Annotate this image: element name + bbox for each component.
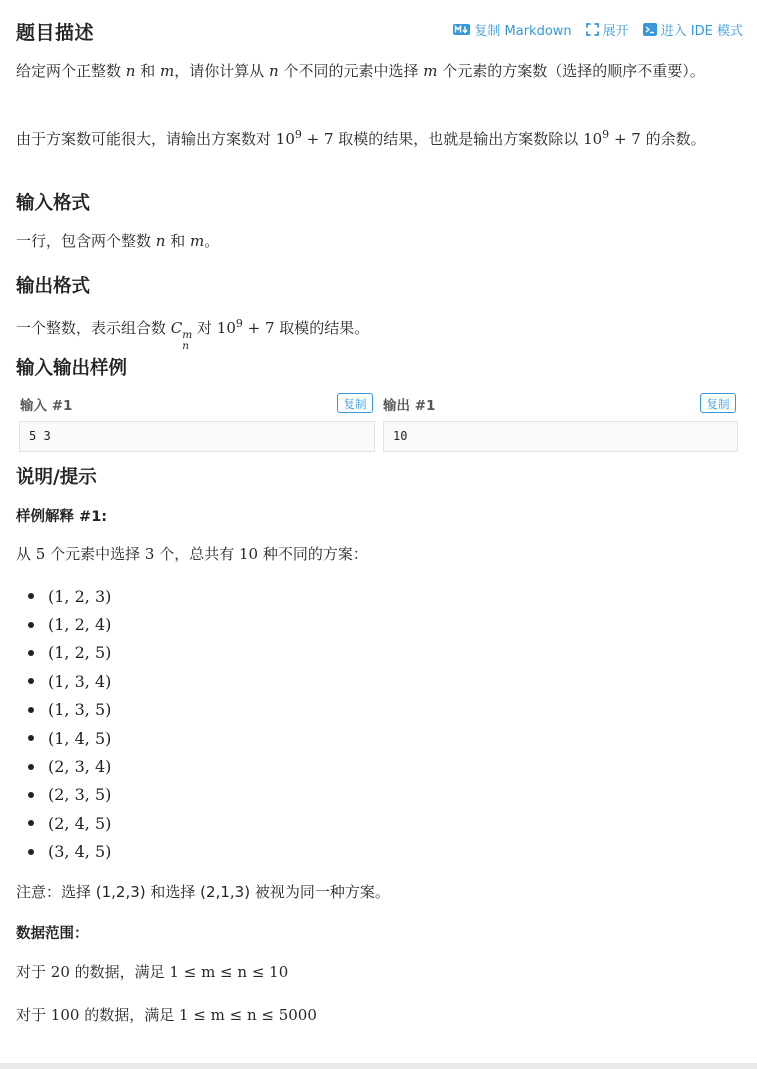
text: 的数据，满足 [79, 1006, 179, 1024]
problem-header [16, 18, 743, 44]
data-range-heading: 数据范围： [16, 926, 89, 942]
solution-tuple: (1, 2, 4) [48, 615, 112, 635]
description-paragraph-1 [16, 58, 736, 84]
math-number: 5 [35, 545, 46, 563]
solution-tuple: (1, 3, 5) [48, 700, 112, 720]
math-exp: 9 [235, 317, 243, 330]
text: ，请你计算从 [174, 62, 270, 80]
markdown-icon [453, 24, 470, 35]
math-tail: + 7 [242, 319, 275, 337]
math-combination [170, 319, 193, 352]
text: 从 [16, 545, 36, 563]
list-item [16, 667, 111, 695]
math-modulus [217, 319, 275, 337]
bullet [28, 622, 34, 628]
text: 给定两个正整数 [16, 62, 126, 80]
list-item [16, 696, 111, 724]
math-number: 10 [238, 545, 259, 563]
header-actions [453, 20, 743, 39]
math-tail: + 7 [301, 130, 334, 148]
bullet [28, 820, 34, 826]
solution-tuple: (1, 4, 5) [48, 728, 112, 748]
text: 和 [165, 232, 190, 250]
math-n: n [269, 62, 279, 80]
math-modulus [276, 130, 334, 148]
math-m: m [160, 62, 175, 80]
expand-label: 展开 [602, 24, 629, 39]
text: 取模的结果，也就是输出方案数除以 [333, 130, 584, 148]
copy-input-button[interactable]: 复制 [337, 393, 373, 413]
math-modulus [583, 130, 641, 148]
math-inequality: 1 ≤ m ≤ n ≤ 10 [169, 963, 289, 981]
enter-ide-button[interactable] [643, 20, 743, 39]
solution-tuple: (2, 3, 4) [48, 757, 112, 777]
data-range-line-1 [16, 959, 736, 985]
math-number: 3 [144, 545, 155, 563]
copy-output-button[interactable]: 复制 [700, 393, 736, 413]
text: 个，总共有 [154, 545, 239, 563]
expand-icon [586, 23, 599, 36]
math-inequality: 1 ≤ m ≤ n ≤ 5000 [178, 1006, 317, 1024]
text: 对于 [16, 1006, 51, 1024]
text: 的数据，满足 [69, 963, 170, 981]
solution-tuple: (1, 2, 5) [48, 643, 112, 663]
math-C: C [170, 319, 183, 337]
bottom-divider [0, 1063, 757, 1069]
bullet [28, 764, 34, 770]
section-title-input-format: 输入格式 [16, 193, 91, 214]
section-title-samples: 输入输出样例 [16, 358, 128, 379]
math-n: n [125, 62, 136, 80]
math-m: m [423, 62, 438, 80]
sample-output-box[interactable]: 10 [383, 421, 738, 452]
math-exp: 9 [602, 128, 610, 141]
text: 对于 [16, 963, 51, 981]
description-paragraph-2 [16, 122, 736, 152]
terminal-icon [643, 23, 657, 36]
section-title-description: 题目描述 [16, 22, 95, 44]
enter-ide-label: 进入 IDE 模式 [660, 24, 743, 39]
sample-explanation-heading: 样例解释 #1: [16, 509, 108, 525]
input-format-text [16, 228, 736, 254]
math-tail: + 7 [609, 130, 641, 148]
section-title-hints: 说明/提示 [16, 467, 97, 488]
math-base: 10 [275, 130, 295, 148]
math-n: n [155, 232, 166, 250]
solution-tuple: (1, 3, 4) [48, 671, 112, 691]
list-item [16, 724, 111, 752]
math-base: 10 [583, 130, 603, 148]
math-exp: 9 [294, 128, 302, 141]
bullet [28, 792, 34, 798]
math-sub: n [182, 340, 190, 352]
list-item [16, 582, 111, 610]
data-range-line-2 [16, 1002, 736, 1028]
math-number: 20 [50, 963, 70, 981]
bullet [28, 735, 34, 741]
bullet [28, 707, 34, 713]
math-sup: m [182, 329, 193, 341]
text: 对 [192, 319, 217, 337]
sample-input-label: 输入 #1 [20, 398, 73, 414]
list-item [16, 639, 111, 667]
list-item [16, 838, 111, 866]
list-item [16, 781, 111, 809]
solutions-list [16, 582, 111, 866]
list-item [16, 809, 111, 837]
bullet [28, 593, 34, 599]
math-m: m [190, 232, 205, 250]
bullet [28, 849, 34, 855]
sample-input-box[interactable]: 5 3 [19, 421, 375, 452]
text: 一行，包含两个整数 [16, 232, 156, 250]
copy-markdown-button[interactable] [453, 20, 571, 39]
solution-tuple: (1, 2, 3) [48, 586, 112, 606]
copy-markdown-label: 复制 Markdown [474, 24, 572, 39]
solution-tuple: (2, 4, 5) [48, 813, 112, 833]
sample-explanation-text [16, 541, 736, 567]
output-format-text [16, 311, 736, 352]
text: 由于方案数可能很大，请输出方案数对 [16, 130, 276, 148]
text: 个不同的元素中选择 [278, 62, 424, 80]
text: 的余数。 [640, 130, 706, 148]
text: 取模的结果。 [274, 319, 370, 337]
text: 。 [204, 232, 220, 250]
expand-button[interactable] [586, 20, 629, 39]
math-number: 100 [50, 1006, 80, 1024]
bullet [28, 678, 34, 684]
solution-tuple: (2, 3, 5) [48, 785, 112, 805]
sample-output-label: 输出 #1 [383, 398, 436, 414]
text: 种不同的方案： [258, 545, 368, 563]
list-item [16, 610, 111, 638]
text: 一个整数，表示组合数 [16, 319, 171, 337]
bullet [28, 650, 34, 656]
section-title-output-format: 输出格式 [16, 276, 91, 297]
math-base: 10 [216, 319, 236, 337]
note-text: 注意：选择 (1,2,3) 和选择 (2,1,3) 被视为同一种方案。 [16, 883, 390, 901]
list-item [16, 752, 111, 780]
text: 和 [135, 62, 160, 80]
solution-tuple: (3, 4, 5) [48, 842, 112, 862]
text: 个元素中选择 [45, 545, 145, 563]
text: 个元素的方案数（选择的顺序不重要）。 [437, 62, 705, 80]
